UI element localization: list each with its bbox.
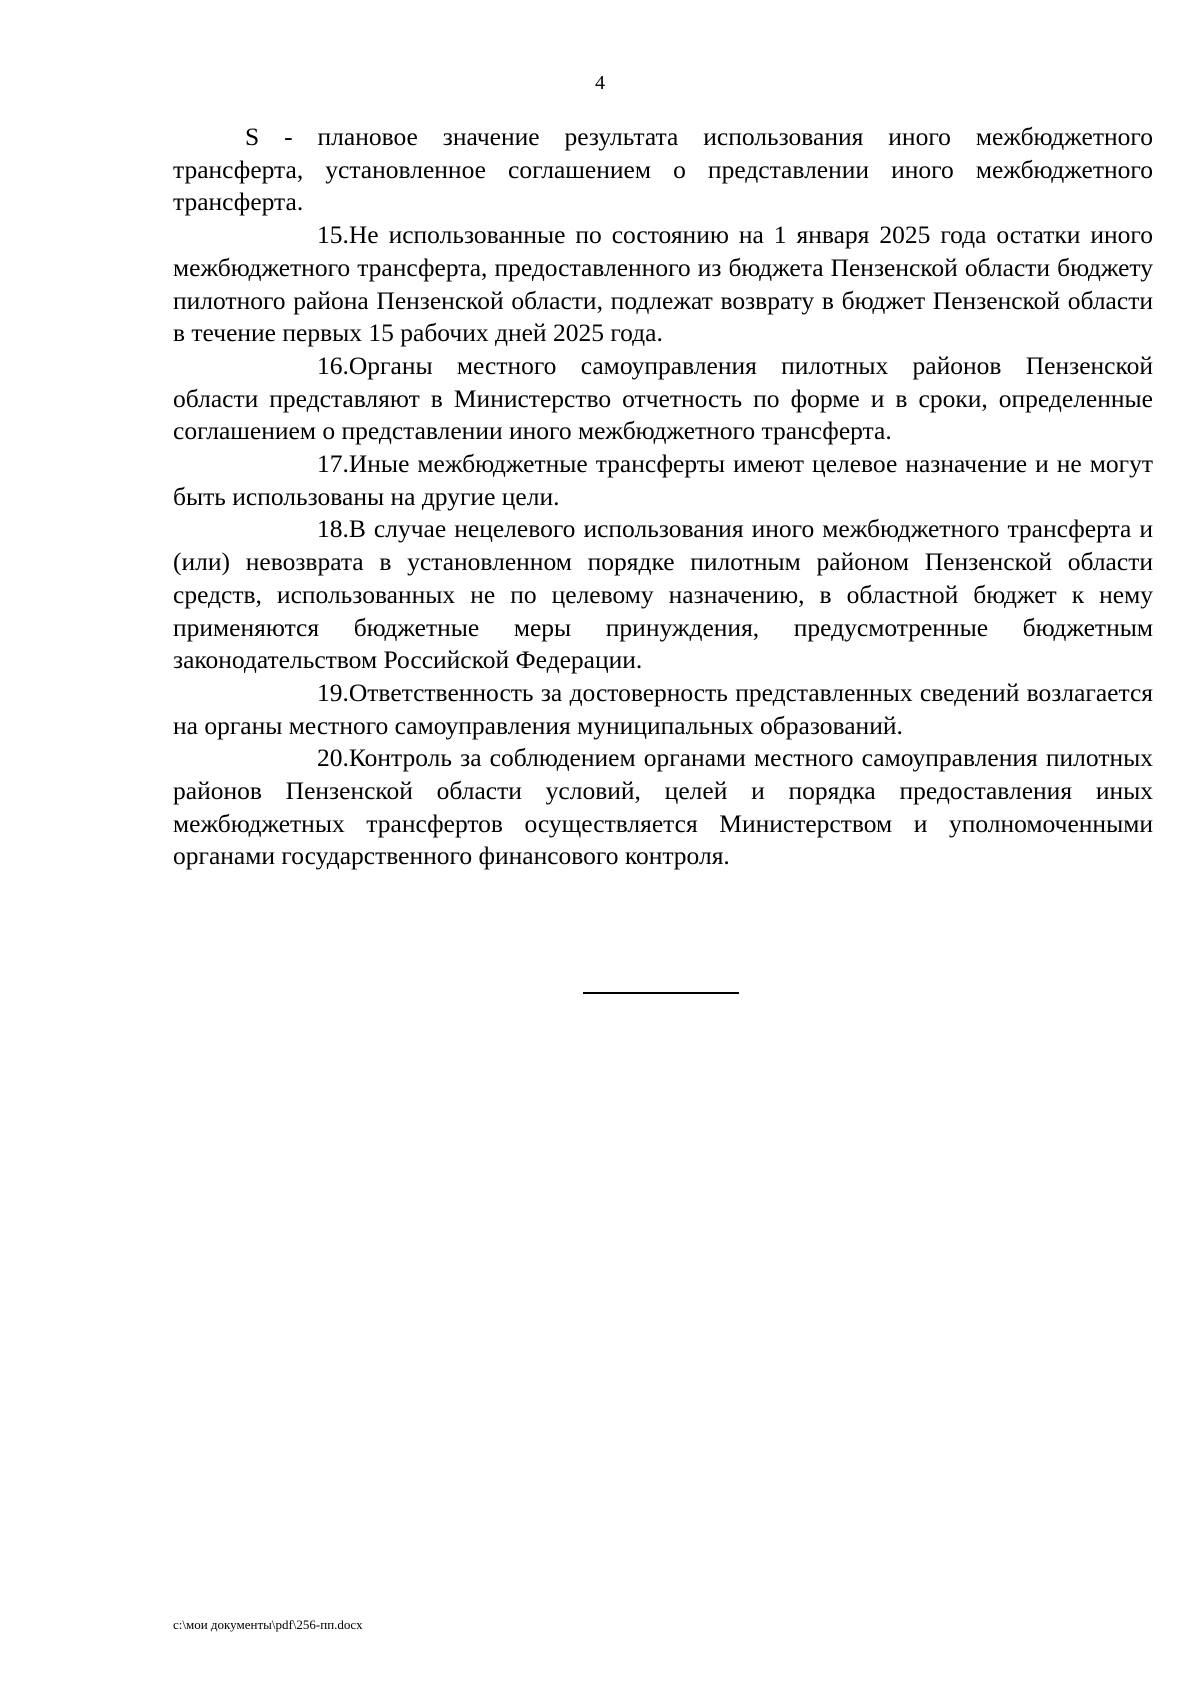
paragraph-20 (173, 742, 1153, 873)
paragraph-17 (173, 448, 1153, 513)
paragraph-text: Иные межбюджетные трансферты имеют целевое назначение и не могут быть использованы на другие цели. (173, 449, 1153, 511)
paragraph-18 (173, 513, 1153, 677)
paragraph-text: Ответственность за достоверность представленных сведений возлагается на органы местного самоуправления муниципальных образований. (173, 677, 1153, 740)
footer-file-path: c:\мои документы\pdf\256-пп.docx (173, 1617, 363, 1632)
end-of-document-line (583, 992, 739, 994)
paragraph-16 (173, 350, 1153, 448)
paragraph-number: 17. (317, 449, 349, 479)
paragraph-text: Органы местного самоуправления пилотных районов Пензенской области представляют в Министерство отчетность по форме и в сроки, определенные соглашением о представлении иного межбюджетного трансферта. (173, 350, 1153, 446)
paragraph-text: S - плановое значение результата использования иного межбюджетного трансферта, установленное соглашением о представлении иного межбюджетного трансферта. (173, 122, 1153, 217)
paragraph-text: Контроль за соблюдением органами местного самоуправления пилотных районов Пензенской области условий, целей и порядка предоставления иных межбюджетных трансфертов осуществляется Министерством и уполномоченными органами государственного финансового контроля. (173, 743, 1153, 871)
document-body (173, 121, 1153, 873)
paragraph-number: 20. (317, 743, 349, 773)
paragraph-s-definition (173, 121, 1153, 219)
paragraph-number: 16. (317, 350, 349, 380)
paragraph-15 (173, 219, 1153, 350)
paragraph-19 (173, 677, 1153, 742)
paragraph-number: 19. (317, 677, 349, 707)
paragraph-text: В случае нецелевого использования иного межбюджетного трансферта и (или) невозврата в установленном порядке пилотным районом Пензенской области средств, использованных не по целевому назначению, в областной бюджет к нему применяются бюджетные меры принуждения, предусмотренные бюджетным законодательством Российской Федерации. (173, 514, 1153, 675)
paragraph-text: Не использованные по состоянию на 1 января 2025 года остатки иного межбюджетного трансферта, предоставленного из бюджета Пензенской области бюджету пилотного района Пензенской области, подлежат возврату в бюджет Пензенской области в течение первых 15 рабочих дней 2025 года. (173, 220, 1153, 348)
paragraph-number: 15. (317, 220, 349, 250)
paragraph-number: 18. (317, 514, 349, 544)
page-number: 4 (595, 72, 605, 94)
